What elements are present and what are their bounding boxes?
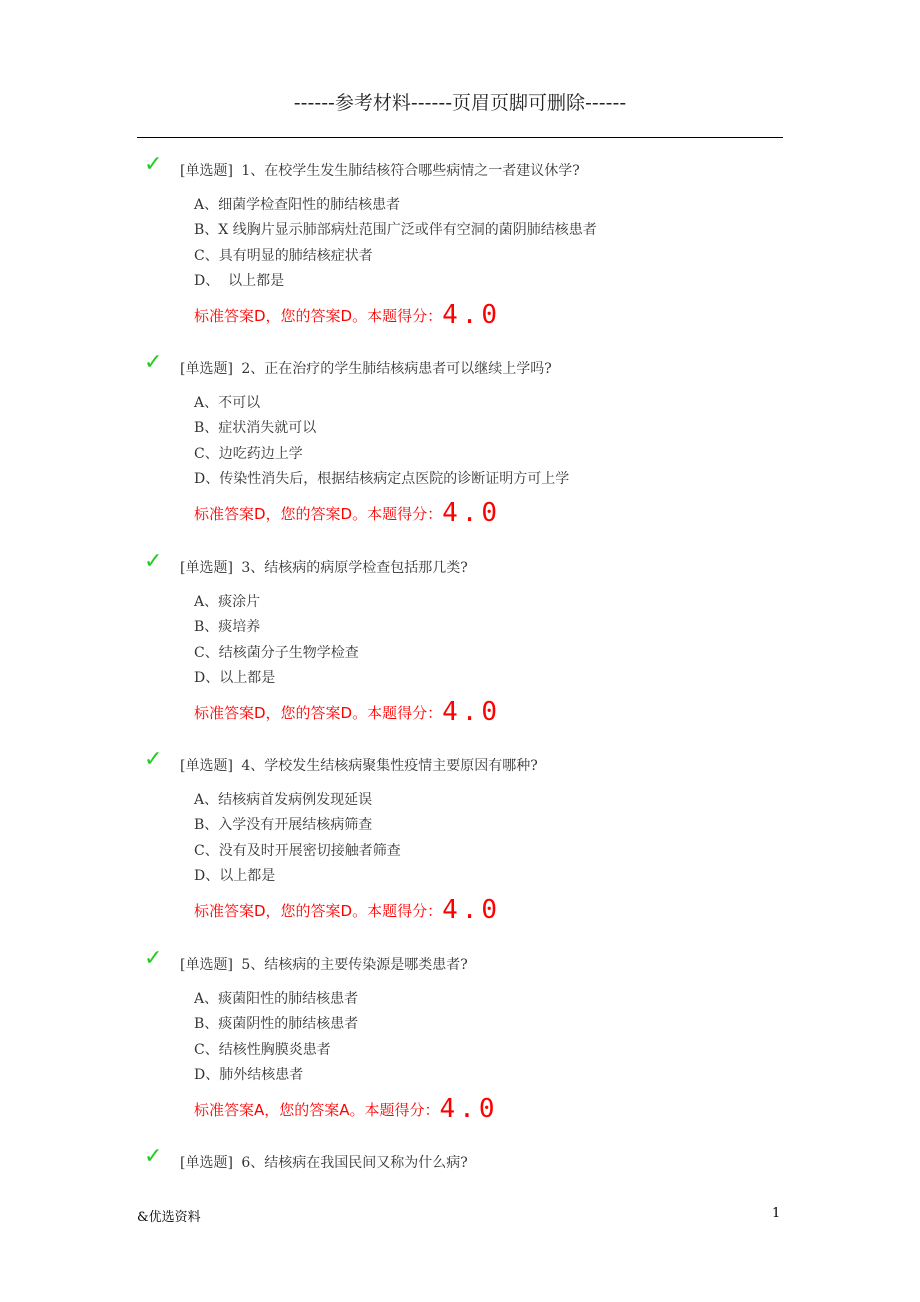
option-a: A、痰菌阳性的肺结核患者: [194, 991, 359, 1007]
option-c: C、结核菌分子生物学检查: [194, 645, 359, 661]
answer-line: [194, 300, 501, 330]
check-icon: ✓: [144, 152, 163, 177]
option-d: D、以上都是: [194, 670, 276, 686]
option-c: C、具有明显的肺结核症状者: [194, 248, 373, 264]
score-value: 4.0: [442, 697, 502, 727]
check-icon: ✓: [144, 549, 163, 574]
question-type: [单选题]: [180, 163, 233, 179]
question-type: [单选题]: [180, 957, 233, 973]
question-type: [单选题]: [180, 560, 233, 576]
check-icon: ✓: [144, 1144, 163, 1169]
option-c: C、没有及时开展密切接触者筛查: [194, 843, 401, 859]
question-block-3: [0, 549, 920, 757]
option-c: C、结核性胸膜炎患者: [194, 1042, 331, 1058]
page-number: 1: [772, 1206, 781, 1221]
score-value: 4.0: [439, 1094, 499, 1124]
option-d: D、以上都是: [194, 868, 276, 884]
option-b: B、痰培养: [194, 619, 261, 635]
question-text: [180, 954, 468, 974]
answer-text: 标准答案D，您的答案D。本题得分：: [194, 704, 443, 722]
answer-text: 标准答案A，您的答案A。本题得分：: [194, 1101, 440, 1119]
option-a: A、结核病首发病例发现延误: [194, 792, 373, 808]
question-text: [180, 160, 580, 180]
option-a: A、细菌学检查阳性的肺结核患者: [194, 197, 401, 213]
option-d: D、 以上都是: [194, 273, 285, 289]
option-a: A、不可以: [194, 395, 261, 411]
option-b: B、入学没有开展结核病筛查: [194, 817, 373, 833]
answer-line: [194, 1094, 499, 1124]
question-type: [单选题]: [180, 758, 233, 774]
check-icon: ✓: [144, 350, 163, 375]
score-value: 4.0: [442, 300, 502, 330]
question-title: 5、结核病的主要传染源是哪类患者?: [241, 957, 468, 973]
option-d: D、肺外结核患者: [194, 1067, 304, 1083]
question-block-2: [0, 350, 920, 558]
option-d: D、传染性消失后，根据结核病定点医院的诊断证明方可上学: [194, 471, 570, 487]
question-text: [180, 755, 538, 775]
question-text: [180, 1152, 468, 1172]
answer-text: 标准答案D，您的答案D。本题得分：: [194, 307, 443, 325]
question-title: 1、在校学生发生肺结核符合哪些病情之一者建议休学?: [241, 163, 580, 179]
option-b: B、痰菌阴性的肺结核患者: [194, 1016, 359, 1032]
score-value: 4.0: [442, 498, 502, 528]
question-title: 2、正在治疗的学生肺结核病患者可以继续上学吗?: [241, 361, 552, 377]
page-header-title: ------参考材料------页眉页脚可删除------: [293, 92, 627, 114]
answer-line: [194, 697, 501, 727]
check-icon: ✓: [144, 747, 163, 772]
question-text: [180, 358, 552, 378]
check-icon: ✓: [144, 946, 163, 971]
question-block-1: [0, 152, 920, 360]
option-a: A、痰涂片: [194, 594, 261, 610]
question-title: 6、结核病在我国民间又称为什么病?: [241, 1155, 468, 1171]
option-c: C、边吃药边上学: [194, 446, 303, 462]
question-block-6: [0, 1144, 920, 1182]
footer-label: &优选资料: [137, 1210, 201, 1225]
option-b: B、症状消失就可以: [194, 420, 317, 436]
question-title: 4、学校发生结核病聚集性疫情主要原因有哪种?: [241, 758, 538, 774]
question-type: [单选题]: [180, 361, 233, 377]
question-text: [180, 557, 468, 577]
question-block-4: [0, 747, 920, 955]
header-divider: [137, 137, 783, 138]
question-type: [单选题]: [180, 1155, 233, 1171]
question-block-5: [0, 946, 920, 1154]
score-value: 4.0: [442, 895, 502, 925]
question-title: 3、结核病的病原学检查包括那几类?: [241, 560, 468, 576]
answer-line: [194, 895, 501, 925]
answer-text: 标准答案D，您的答案D。本题得分：: [194, 505, 443, 523]
answer-text: 标准答案D，您的答案D。本题得分：: [194, 902, 443, 920]
answer-line: [194, 498, 501, 528]
option-b: B、X 线胸片显示肺部病灶范围广泛或伴有空洞的菌阴肺结核患者: [194, 222, 597, 238]
